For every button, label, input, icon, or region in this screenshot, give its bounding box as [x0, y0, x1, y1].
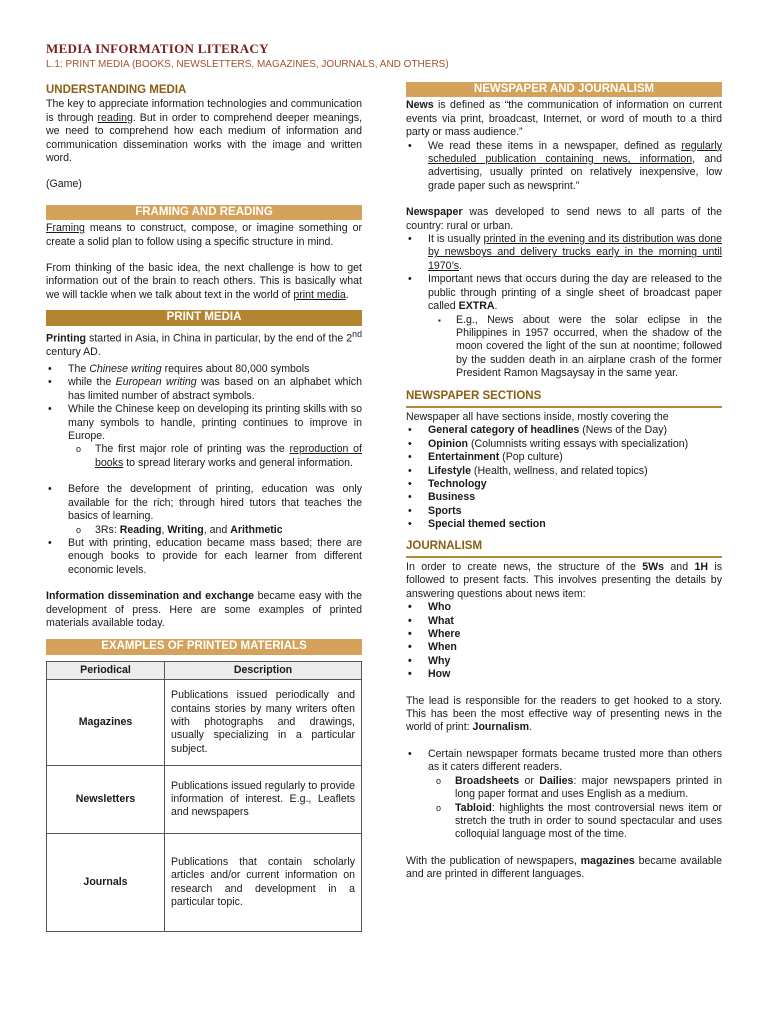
text-run: is defined as “the communication of information on current events via print, broadcast, Internet, or word of mouth to a third party or mass audience.”	[406, 99, 722, 139]
underlined-term: Framing	[46, 222, 85, 235]
column-header-description: Description	[165, 661, 362, 679]
list-item: • Special themed section	[406, 518, 722, 531]
text-run: was developed to send news to all parts of the country: rural or urban.	[406, 206, 722, 232]
document-subtitle: L.1: PRINT MEDIA (BOOKS, NEWSLETTERS, MAGAZINES, JOURNALS, AND OTHERS)	[46, 59, 449, 70]
framing-paragraph	[46, 222, 362, 249]
examples-heading: EXAMPLES OF PRINTED MATERIALS	[46, 639, 362, 654]
sub-list-item: o Broadsheets or Dailies: major newspapers printed in long paper format and uses English as a medium.	[406, 775, 722, 802]
document-title: MEDIA INFORMATION LITERACY	[46, 41, 269, 56]
text-run: .	[345, 288, 349, 301]
table-row	[47, 834, 362, 932]
text-run: The key to appreciate information technologies and communication is through	[46, 98, 362, 124]
printed-materials-table	[46, 661, 362, 932]
column-header-periodical: Periodical	[47, 661, 165, 679]
news-definition	[406, 99, 722, 139]
sub-list-item: o The first major role of printing was the reproduction of books to spread literary works and general information.	[46, 443, 362, 470]
lead-paragraph: The lead is responsible for the readers to get hooked to a story. This has been the most effective way of presenting news in the world of print: Journalism.	[406, 694, 722, 734]
newspaper-definition	[406, 206, 722, 233]
sub-list-item: ▪ E.g., News about were the solar eclipse in the Philippines in 1957 occurred, when the shadow of the moon covered the light of the sun at noontime; followed by the sudden death in an airplane crash of the former President Ramon Magsaysay in the same year.	[406, 314, 722, 381]
questions-list	[406, 601, 722, 681]
description-cell: Publications issued regularly to provide information of interest. E.g., Leaflets and newspapers	[165, 766, 362, 834]
journalism-heading: JOURNALISM	[406, 540, 722, 558]
list-item: • Who	[406, 601, 722, 614]
bold-term: Information dissemination and exchange	[46, 590, 254, 603]
education-list	[46, 483, 362, 577]
newspaper-list	[406, 233, 722, 380]
right-column	[406, 82, 722, 882]
underlined-term: reading	[97, 111, 133, 124]
sub-list-item: o 3Rs: Reading, Writing, and Arithmetic	[46, 524, 362, 537]
list-item: • It is usually printed in the evening and its distribution was done by newsboys and delivery trucks early in the morning until 1970’s.	[406, 233, 722, 273]
list-item: • What	[406, 615, 722, 628]
left-column	[46, 82, 362, 932]
print-media-heading: PRINT MEDIA	[46, 310, 362, 325]
list-item: • But with printing, education became mass based; there are enough books to provide for each learner from different economic levels.	[46, 537, 362, 577]
framing-reading-heading: FRAMING AND READING	[46, 205, 362, 220]
sections-intro: Newspaper all have sections inside, mostly covering the	[406, 410, 669, 423]
journalism-paragraph: In order to create news, the structure of the 5Ws and 1H is followed to present facts. This involves presenting the details by answering questions about news item:	[406, 561, 723, 600]
list-item: • We read these items in a newspaper, defined as regularly scheduled publication containing news, information, and advertising, usually printed on relatively inexpensive, low grade paper such as newsprint.”	[406, 140, 722, 194]
list-item: • How	[406, 668, 722, 681]
bold-term: News	[406, 99, 434, 112]
text-run: century AD.	[46, 345, 101, 358]
list-item: • Certain newspaper formats became trusted more than others as it caters different readers.	[406, 748, 722, 775]
formats-list	[406, 748, 722, 842]
game-note: (Game)	[46, 178, 82, 191]
news-list	[406, 140, 722, 194]
understanding-paragraph	[46, 98, 362, 165]
text-run: . But in order to comprehend deeper meanings, we need to comprehend how each medium of information and communication dissemination works with the image and written word.	[46, 111, 363, 165]
list-item: • Business	[406, 491, 722, 504]
periodical-cell: Journals	[47, 834, 165, 932]
table-row	[47, 680, 362, 766]
superscript: nd	[352, 328, 362, 339]
sections-list	[406, 424, 722, 531]
list-item: • While the Chinese keep on developing its printing skills with so many symbols to handle, printing continues to improve in Europe.	[46, 403, 362, 443]
newspaper-sections-heading: NEWSPAPER SECTIONS	[406, 390, 722, 408]
list-item: • Sports	[406, 505, 722, 518]
magazines-paragraph: With the publication of newspapers, magazines became available and are printed in different languages.	[406, 854, 722, 881]
newspaper-journalism-heading: NEWSPAPER AND JOURNALISM	[406, 82, 722, 97]
text-run: means to construct, compose, or imagine something or create a solid plan to follow using a specific structure in mind.	[46, 222, 362, 248]
framing-paragraph-2	[46, 262, 362, 302]
understanding-media-heading: UNDERSTANDING MEDIA	[46, 84, 187, 96]
list-item: • Opinion (Columnists writing essays with specialization)	[406, 438, 722, 451]
list-item: • General category of headlines (News of the Day)	[406, 424, 722, 437]
list-item: • Technology	[406, 478, 722, 491]
bold-term: Newspaper	[406, 206, 463, 219]
list-item: • Why	[406, 655, 722, 668]
description-cell: Publications that contain scholarly articles and/or current information on research and development in a particular topic.	[165, 834, 362, 932]
text-run: From thinking of the basic idea, the next challenge is how to get information out of the brain to reach others. This is basically what we will tackle when we talk about text in the world of	[46, 262, 362, 301]
list-item: • Important news that occurs during the day are released to the public through printing of a single sheet of broadcast paper called EXTRA.	[406, 273, 722, 313]
text-run: started in Asia, in China in particular, by the end of the 2	[86, 332, 353, 345]
printing-list	[46, 363, 362, 470]
table-row	[47, 766, 362, 834]
bold-term: Printing	[46, 332, 87, 345]
list-item: • Where	[406, 628, 722, 641]
list-item: • Entertainment (Pop culture)	[406, 451, 722, 464]
list-item: • When	[406, 641, 722, 654]
table-header-row	[47, 661, 362, 679]
list-item: • while the European writing was based on an alphabet which has limited number of abstract symbols.	[46, 376, 362, 403]
text-run: became easy with the development of press. Here are some examples of printed materials available today.	[46, 590, 362, 629]
periodical-cell: Magazines	[47, 680, 165, 766]
list-item: • Before the development of printing, education was only available for the rich; through hired tutors that teaches the basics of learning.	[46, 483, 362, 523]
description-cell: Publications issued periodically and contains stories by many writers often with photographs and drawings, usually specializing in a particular subject.	[165, 680, 362, 766]
printing-paragraph	[46, 328, 362, 359]
underlined-term: print media	[293, 288, 346, 301]
sub-list-item: o Tabloid: highlights the most controversial news item or stretch the truth in order to sound spectacular and uses colloquial language most of the time.	[406, 802, 722, 842]
dissemination-paragraph	[46, 590, 362, 630]
list-item: • Lifestyle (Health, wellness, and related topics)	[406, 465, 722, 478]
periodical-cell: Newsletters	[47, 766, 165, 834]
list-item: • The Chinese writing requires about 80,000 symbols	[46, 363, 362, 376]
